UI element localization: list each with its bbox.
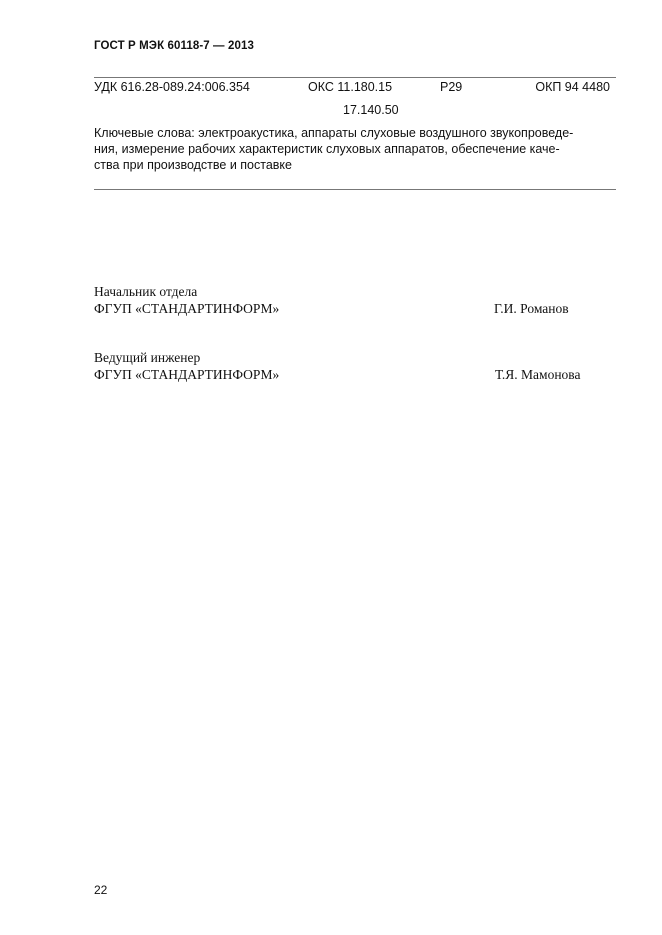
signature-org-row [94,300,594,317]
signature-org-row [94,366,594,383]
signature-organization: ФГУП «СТАНДАРТИНФОРМ» [94,301,280,316]
signature-position: Ведущий инженер [94,350,201,365]
standard-header: ГОСТ Р МЭК 60118-7 — 2013 [94,40,254,52]
keywords-line: ния, измерение рабочих характеристик слуховых аппаратов, обеспечение каче- [94,142,560,156]
top-divider [94,77,616,78]
okp-code: ОКП 94 4480 [535,80,610,94]
oks-code-secondary: 17.140.50 [343,103,399,117]
signature-name: Г.И. Романов [494,301,569,316]
bottom-divider [94,189,616,190]
keywords-line: Ключевые слова: электроакустика, аппараты слуховые воздушного звукопроведе- [94,126,574,140]
signature-position: Начальник отдела [94,284,198,299]
udk-code: УДК 616.28-089.24:006.354 [94,80,250,94]
signature-name: Т.Я. Мамонова [495,367,581,382]
page-number: 22 [94,883,108,897]
signature-block [94,283,594,317]
r-code: Р29 [440,80,463,94]
keywords-line: ства при производстве и поставке [94,158,292,172]
signature-organization: ФГУП «СТАНДАРТИНФОРМ» [94,367,280,382]
keywords-block [94,125,614,173]
signature-block [94,349,594,383]
oks-code: ОКС 11.180.15 [308,80,393,94]
